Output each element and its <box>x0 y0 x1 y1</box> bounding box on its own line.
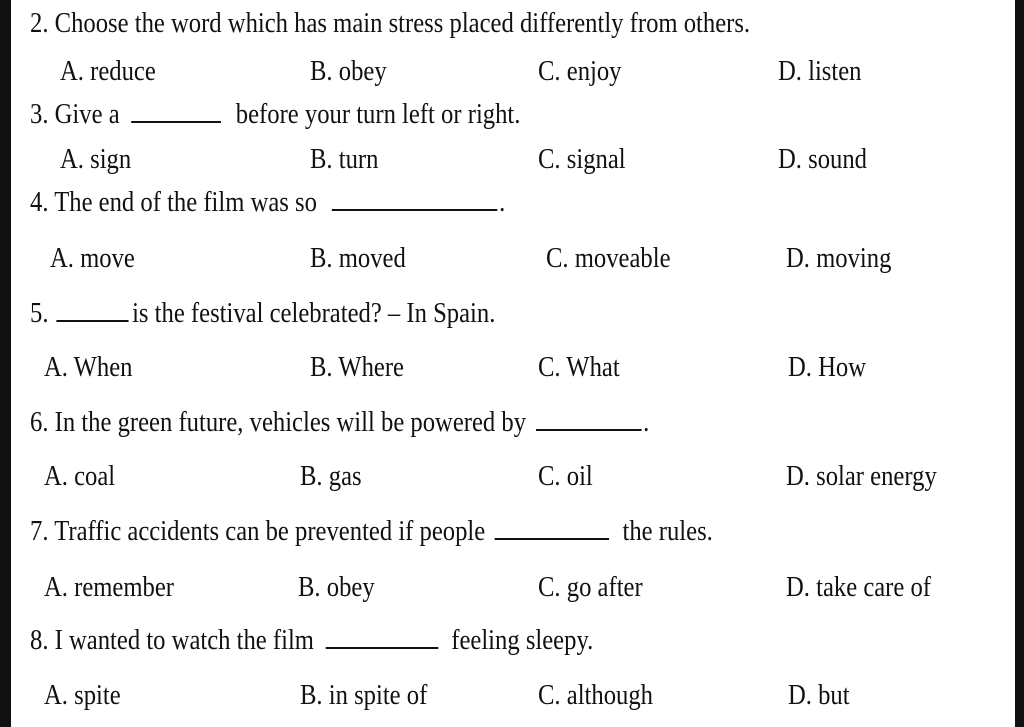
question-7-stem <box>30 516 713 548</box>
question-8-option-d[interactable]: D. but <box>788 680 850 711</box>
question-2-option-c[interactable]: C. enjoy <box>538 56 622 87</box>
question-2-option-d[interactable]: D. listen <box>778 56 862 87</box>
question-6-option-a[interactable]: A. coal <box>44 461 116 492</box>
answer-blank <box>325 625 438 649</box>
question-4-option-c[interactable]: C. moveable <box>546 243 671 274</box>
question-3-option-b[interactable]: B. turn <box>310 144 379 175</box>
question-6-option-d[interactable]: D. solar energy <box>786 461 937 492</box>
question-4-option-d[interactable]: D. moving <box>786 243 892 274</box>
answer-blank <box>131 99 221 123</box>
question-text: 7. Traffic accidents can be prevented if people <box>30 516 492 547</box>
question-6-stem <box>30 407 649 439</box>
right-border <box>1015 0 1024 727</box>
question-7-option-c[interactable]: C. go after <box>538 572 643 603</box>
question-text: 5. <box>30 298 55 329</box>
question-2-option-a[interactable]: A. reduce <box>60 56 156 87</box>
question-3-option-a[interactable]: A. sign <box>60 144 132 175</box>
question-6-option-b[interactable]: B. gas <box>300 461 362 492</box>
question-text: 3. Give a <box>30 99 126 130</box>
answer-blank <box>536 407 642 431</box>
answer-blank <box>495 516 609 540</box>
question-7-option-a[interactable]: A. remember <box>44 572 174 603</box>
question-7-option-d[interactable]: D. take care of <box>786 572 932 603</box>
question-5-option-d[interactable]: D. How <box>788 352 867 383</box>
question-7-option-b[interactable]: B. obey <box>298 572 375 603</box>
question-4-stem <box>30 187 505 219</box>
question-3-stem <box>30 99 520 131</box>
question-text: feeling sleepy. <box>445 625 594 656</box>
question-text: 8. I wanted to watch the film <box>30 625 321 656</box>
question-8-option-a[interactable]: A. spite <box>44 680 121 711</box>
question-text: 2. Choose the word which has main stress placed differently from others. <box>30 8 751 39</box>
question-5-stem <box>30 298 495 330</box>
answer-blank <box>332 187 497 211</box>
question-2-stem <box>30 8 750 40</box>
question-8-stem <box>30 625 593 657</box>
question-text: 4. The end of the film was so <box>30 187 324 218</box>
question-text: the rules. <box>616 516 713 547</box>
question-text: is the festival celebrated? – In Spain. <box>132 298 496 329</box>
question-5-option-c[interactable]: C. What <box>538 352 620 383</box>
question-2-option-b[interactable]: B. obey <box>310 56 387 87</box>
question-text: . <box>643 407 650 438</box>
question-8-option-b[interactable]: B. in spite of <box>300 680 428 711</box>
question-text: . <box>499 187 506 218</box>
left-border <box>0 0 11 727</box>
question-3-option-d[interactable]: D. sound <box>778 144 867 175</box>
answer-blank <box>56 298 128 322</box>
question-text: 6. In the green future, vehicles will be powered by <box>30 407 533 438</box>
question-4-option-b[interactable]: B. moved <box>310 243 406 274</box>
question-5-option-a[interactable]: A. When <box>44 352 133 383</box>
question-5-option-b[interactable]: B. Where <box>310 352 404 383</box>
question-text: before your turn left or right. <box>229 99 521 130</box>
question-6-option-c[interactable]: C. oil <box>538 461 593 492</box>
question-8-option-c[interactable]: C. although <box>538 680 653 711</box>
question-3-option-c[interactable]: C. signal <box>538 144 626 175</box>
question-4-option-a[interactable]: A. move <box>50 243 135 274</box>
